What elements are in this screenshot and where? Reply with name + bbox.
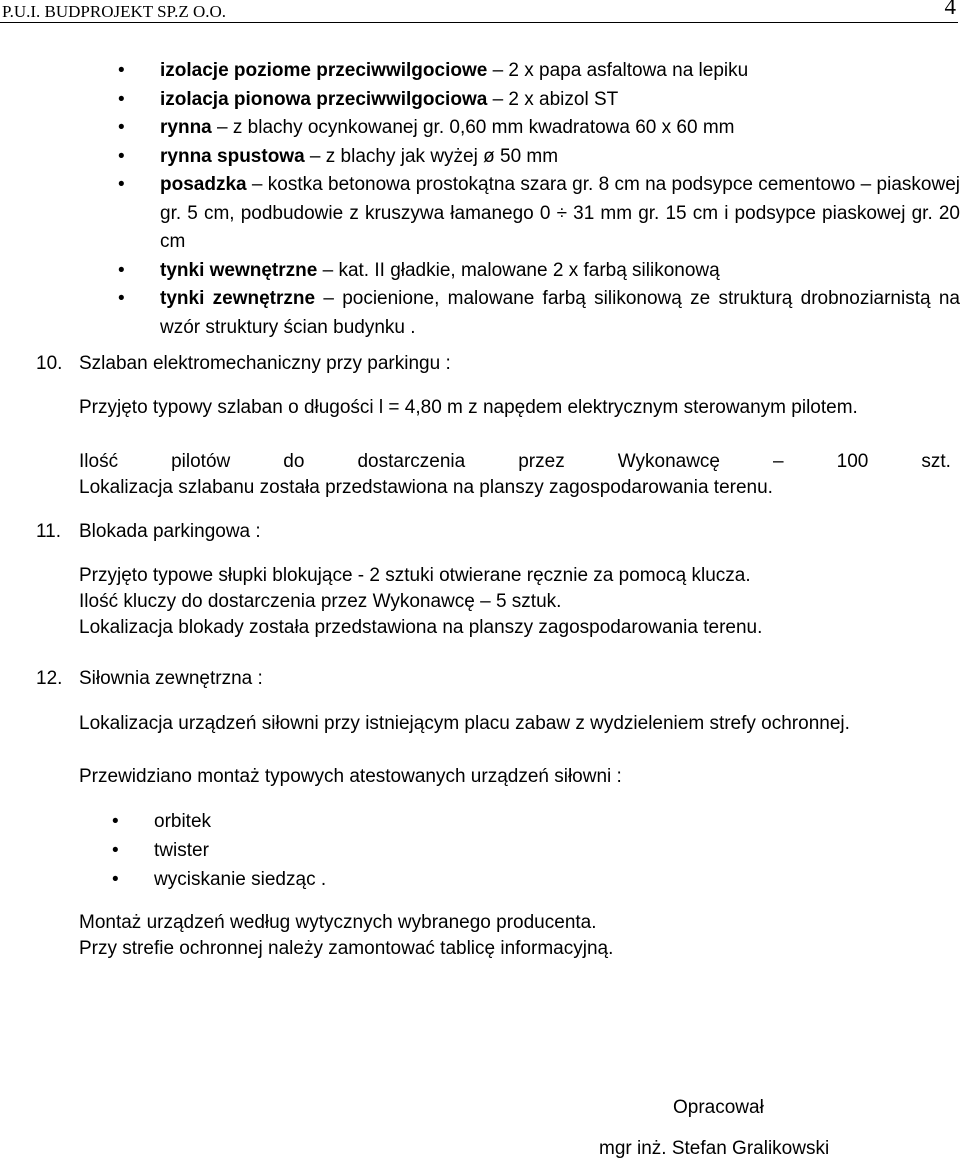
- list-item: • twister: [108, 836, 326, 865]
- section-10-location: Lokalizacja szlabanu została przedstawiona na planszy zagospodarowania terenu.: [79, 477, 773, 498]
- list-item: • rynna spustowa – z blachy jak wyżej ø 50 mm: [108, 143, 960, 172]
- section-title: Siłownia zewnętrzna :: [79, 668, 263, 689]
- bullet-icon: •: [118, 60, 125, 81]
- signature-name: mgr inż. Stefan Gralikowski: [599, 1138, 830, 1159]
- bullet-icon: •: [118, 174, 125, 195]
- list-item: • wyciskanie siedząc .: [108, 865, 326, 894]
- list-item: • rynna – z blachy ocynkowanej gr. 0,60 mm kwadratowa 60 x 60 mm: [108, 114, 960, 143]
- section-title: Blokada parkingowa :: [79, 521, 261, 542]
- section-12-line: Lokalizacja urządzeń siłowni przy istniejącym placu zabaw z wydzieleniem strefy ochronnej.: [79, 713, 850, 734]
- section-title: Szlaban elektromechaniczny przy parkingu :: [79, 353, 451, 374]
- equipment-list: [108, 807, 326, 894]
- signature-label: Opracował: [673, 1097, 764, 1118]
- section-11-line: Lokalizacja blokady została przedstawiona na planszy zagospodarowania terenu.: [79, 617, 763, 638]
- finishes-list: [108, 57, 960, 342]
- page-header: [0, 0, 958, 23]
- section-number: 10.: [36, 353, 63, 374]
- list-item: • tynki zewnętrzne – pocienione, malowane farbą silikonową ze strukturą drobnoziarnistą na wzór struktury ścian budynku .: [108, 285, 960, 342]
- bullet-icon: •: [118, 117, 125, 138]
- list-item: • izolacja pionowa przeciwwilgociowa – 2 x abizol ST: [108, 86, 960, 115]
- bullet-icon: •: [118, 88, 125, 110]
- section-10-line: Przyjęto typowy szlaban o długości l = 4,80 m z napędem elektrycznym sterowanym pilotem.: [79, 397, 858, 418]
- section-11-line: Ilość kluczy do dostarczenia przez Wykonawcę – 5 sztuk.: [79, 591, 562, 612]
- bullet-icon: •: [118, 288, 125, 309]
- list-item: • izolacje poziome przeciwwilgociowe – 2 x papa asfaltowa na lepiku: [108, 57, 960, 86]
- section-12-line: Przy strefie ochronnej należy zamontować tablicę informacyjną.: [79, 938, 614, 959]
- company-name: P.U.I. BUDPROJEKT SP.Z O.O.: [2, 2, 227, 21]
- bullet-icon: •: [118, 259, 125, 281]
- page-number: 4: [944, 0, 956, 19]
- bullet-icon: •: [118, 145, 125, 167]
- section-10-remote-count: Ilość pilotów do dostarczenia przez Wykonawcę – 100 szt.: [79, 451, 951, 472]
- list-item: • posadzka – kostka betonowa prostokątna szara gr. 8 cm na podsypce cementowo – piaskowej gr. 5 cm, podbudowie z kruszywa łamanego 0 ÷ 31 mm gr. 15 cm i podsypce piaskowej gr. 20 cm: [108, 171, 960, 257]
- bullet-icon: •: [112, 869, 119, 890]
- bullet-icon: •: [112, 840, 119, 861]
- section-number: 11.: [36, 521, 62, 542]
- section-number: 12.: [36, 668, 63, 689]
- section-11-line: Przyjęto typowe słupki blokujące - 2 sztuki otwierane ręcznie za pomocą klucza.: [79, 565, 751, 586]
- list-item: • tynki wewnętrzne – kat. II gładkie, malowane 2 x farbą silikonową: [108, 257, 960, 286]
- list-item: • orbitek: [108, 807, 326, 836]
- bullet-icon: •: [112, 811, 119, 832]
- section-12-line: Montaż urządzeń według wytycznych wybranego producenta.: [79, 912, 597, 933]
- section-12-line: Przewidziano montaż typowych atestowanych urządzeń siłowni :: [79, 766, 622, 787]
